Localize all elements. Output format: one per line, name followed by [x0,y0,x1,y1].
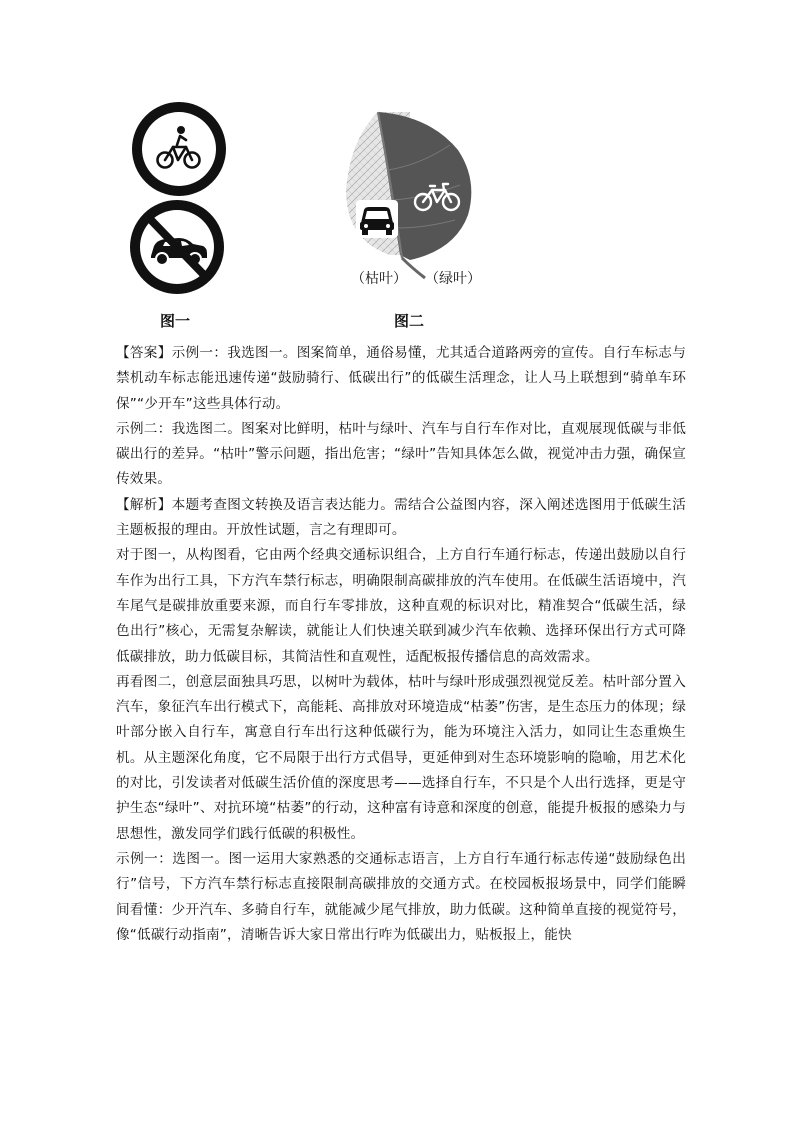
green-leaf-caption: （绿叶） [425,271,481,287]
analysis-figure-one: 对于图一，从构图看，它由两个经典交通标识组合，上方自行车通行标志，传递出鼓励以自行车作为出行工具，下方汽车禁行标志，明确限制高碳排放的汽车使用。在低碳生活语境中，汽车尾气是碳排放重要来源，而自行车零排放，这种直观的标识对比，精准契合“低碳生活，绿色出行”核心，无需复杂解读，就能让人们快速关联到减少汽车依赖、选择环保出行方式可降低碳排放，助力低碳目标，其简洁性和直观性，适配板报传播信息的高效需求。 [116,547,686,665]
answer-example-one: 【答案】示例一：我选图一。图案简单，通俗易懂，尤其适合道路两旁的宣传。自行车标志与禁机动车标志能迅速传递“鼓励骑行、低碳出行”的低碳生活理念，让人马上联想到“骑单车环保”“少开车”这些具体行动。 [116,345,686,412]
analysis-figure-two: 再看图二，创意层面独具巧思，以树叶为载体，枯叶与绿叶形成强烈视觉反差。枯叶部分置入汽车，象征汽车出行模式下，高能耗、高排放对环境造成“枯萎”伤害，是生态压力的体现；绿叶部分嵌入自行车，寓意自行车出行这种低碳行为，能为环境注入活力，如同让生态重焕生机。从主题深化角度，它不局限于出行方式倡导，更延伸到对生态环境影响的隐喻，用艺术化的对比，引发读者对低碳生活价值的深度思考——选择自行车，不只是个人出行选择，更是守护生态“绿叶”、对抗环境“枯萎”的行动，这种富有诗意和深度的创意，能提升板报的感染力与思想性，激发同学们践行低碳的积极性。 [116,673,686,842]
example-one-repeat: 示例一：选图一。图一运用大家熟悉的交通标志语言，上方自行车通行标志传递“鼓励绿色出行”信号，下方汽车禁行标志直接限制高碳排放的交通方式。在校园板报场景中，同学们能瞬间看懂：少开汽车、多骑自行车，就能减少尾气排放，助力低碳。这种简单直接的视觉符号，像“低碳行动指南”，清晰告诉大家日常出行咋为低碳出力，贴板报上，能快 [116,850,686,943]
figure-two-caption: 图二 [394,312,425,330]
figure-one-caption: 图一 [160,312,191,330]
no-motor-vehicle-sign-icon [127,198,227,296]
bicycle-allowed-sign-icon [130,100,228,198]
analysis-intro: 【解析】本题考查图文转换及语言表达能力。需结合公益图内容，深入阐述选图用于低碳生活主题板报的理由。开放性试题，言之有理即可。 [116,496,686,539]
answer-example-two: 示例二：我选图二。图案对比鲜明，枯叶与绿叶、汽车与自行车作对比，直观展现低碳与非低碳出行的差异。“枯叶”警示问题，指出危害；“绿叶”告知具体怎么做，视觉冲击力强，确保宣传效果。 [116,420,686,488]
leaf-car-bicycle-image [340,110,480,280]
answer-text-block [116,341,686,948]
dry-leaf-caption: （枯叶） [351,271,407,287]
figure-area [0,0,794,340]
